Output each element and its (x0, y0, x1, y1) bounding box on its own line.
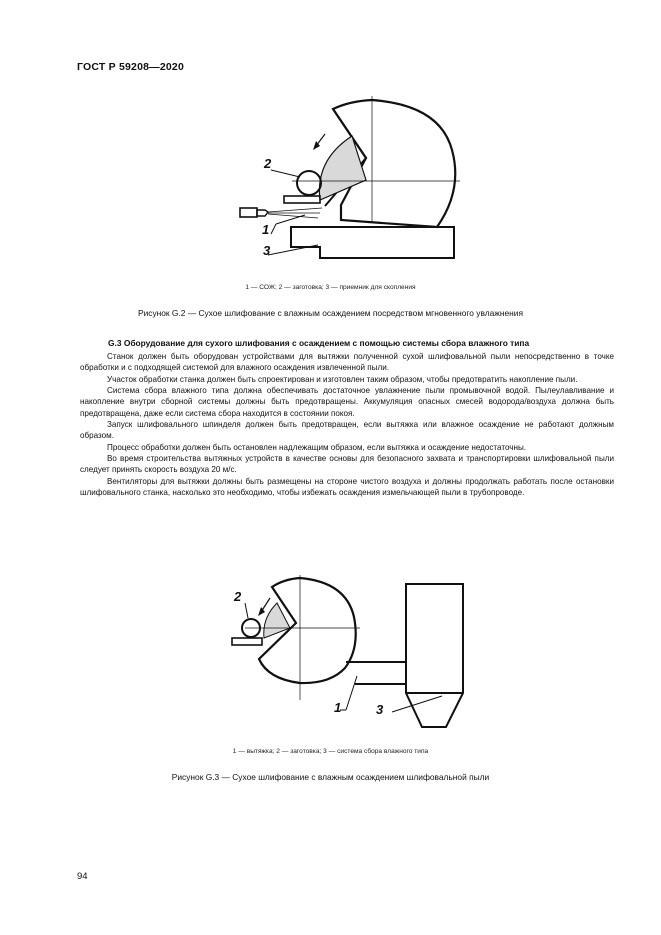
section-title: G.3 Оборудование для сухого шлифования с осаждением с помощью системы сбора влажного типа (108, 338, 530, 348)
figure-g2-label-3: 3 (263, 243, 271, 258)
workpiece-support-g2 (284, 196, 320, 203)
figure-g3-label-3: 3 (376, 702, 384, 717)
paragraph: Запуск шлифовального шпинделя должен быть предотвращен, если вытяжка или влажное осаждение не работают должным образом. (80, 420, 614, 441)
coolant-nozzle-g2 (240, 208, 257, 217)
figure-g2-label-1: 1 (262, 222, 270, 237)
figure-g3-label-1: 1 (334, 700, 342, 715)
dust-zone-g2 (319, 136, 366, 200)
standard-header: ГОСТ Р 59208—2020 (77, 61, 185, 73)
figure-g2-legend: 1 — СОЖ; 2 — заготовка; 3 — приемник для скопления (245, 284, 416, 291)
collector-g2 (291, 227, 454, 258)
workpiece-support-g3 (232, 638, 262, 645)
paragraph: Система сбора влажного типа должна обеспечивать достаточное увлажнение пыли промывочной водой. Пылеулавливание и накопление внутри сборной системы должны быть предотвращены. Аккумуляция опасных смесей водорода/воздуха должна быть предотвращена, даже если система сбора находится в состоянии покоя. (80, 386, 614, 418)
figure-g2-label-2: 2 (264, 156, 272, 171)
figure-g2-drawing (230, 95, 460, 270)
paragraph: Участок обработки станка должен быть спроектирован и изготовлен таким образом, чтобы предотвратить накопление пыли. (107, 374, 578, 384)
section-body (80, 351, 614, 498)
page-number: 94 (77, 871, 88, 882)
paragraph: Во время строительства вытяжных устройств в качестве основы для безопасного захвата и транспортировки шлифовальной пыли следует принять скорость воздуха 20 м/с. (80, 454, 614, 475)
figure-g3-caption: Рисунок G.3 — Сухое шлифование с влажным осаждением шлифовальной пыли (171, 772, 490, 782)
collector-g3 (406, 584, 463, 727)
figure-g3-label-2: 2 (234, 589, 242, 604)
figure-g3-drawing (225, 570, 480, 730)
workpiece-g2 (297, 171, 321, 195)
figure-g2-caption: Рисунок G.2 — Сухое шлифование с влажным осаждением посредством мгновенного увлажнения (138, 308, 523, 318)
paragraph: Станок должен быть оборудован устройствами для вытяжки полученной сухой шлифовальной пыли непосредственно в точке обработки и с подходящей системой для влажного осаждения извлеченной пыли. (80, 352, 614, 373)
figure-g3-legend: 1 — вытяжка; 2 — заготовка; 3 — система сбора влажного типа (232, 748, 429, 755)
paragraph: Процесс обработки должен быть остановлен надлежащим образом, если вытяжка и осаждение недостаточны. (107, 442, 527, 452)
paragraph: Вентиляторы для вытяжки должны быть размещены на стороне чистого воздуха и должны продолжать работать после остановки шлифовального станка, насколько это необходимо, чтобы избежать осаждения измельчающей пыли в трубопроводе. (80, 476, 614, 498)
